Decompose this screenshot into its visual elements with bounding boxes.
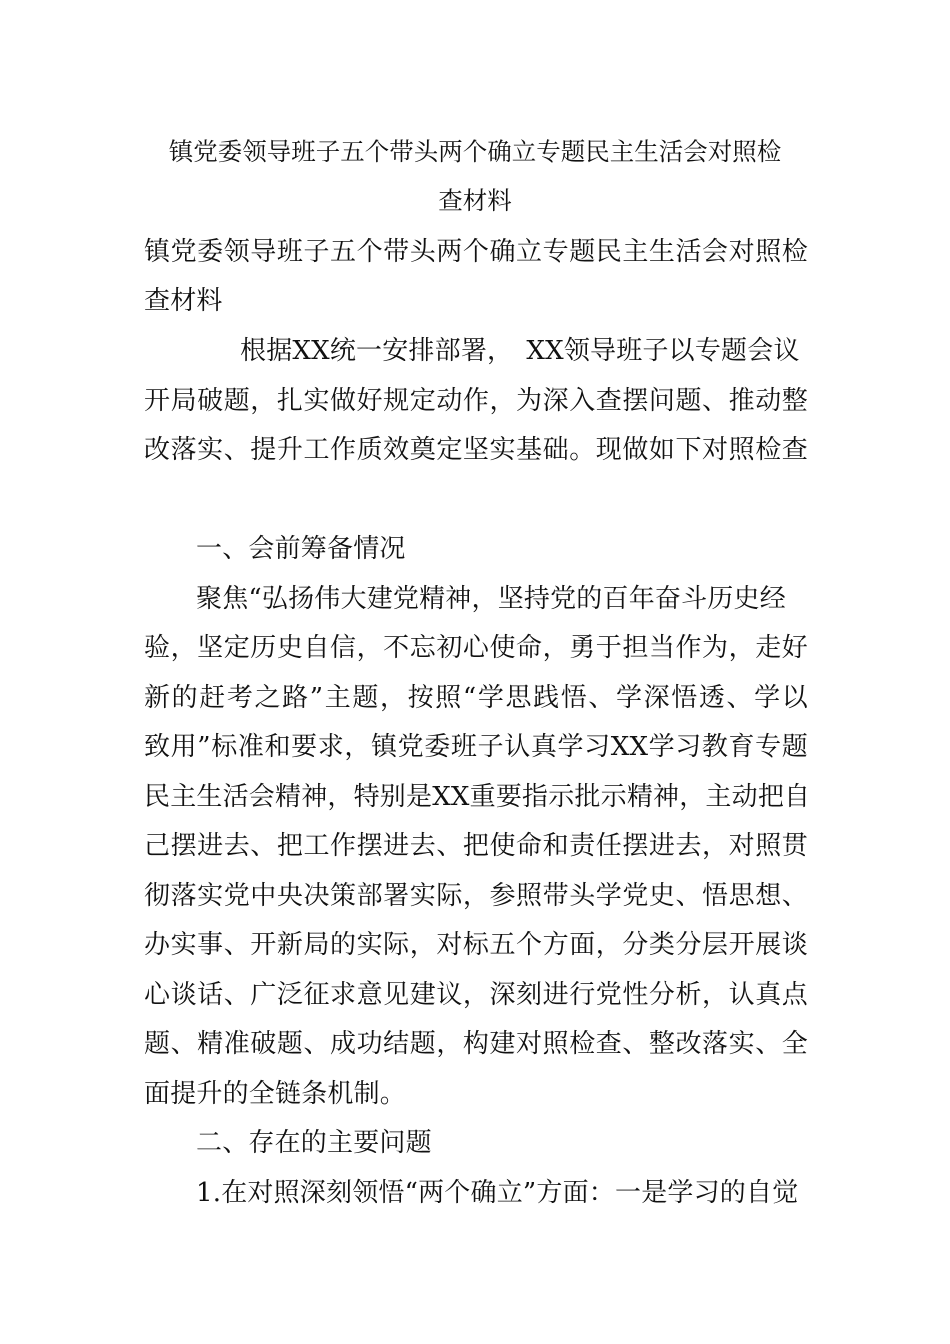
- section1-line-11: 面提升的全链条机制。: [144, 1079, 407, 1109]
- section1-line-2: 验，坚定历史自信，不忘初心使命，勇于担当作为，走好: [144, 633, 808, 663]
- section1-line-9: 心谈话、广泛征求意见建议，深刻进行党性分析，认真点: [144, 980, 808, 1010]
- document-title-line-1: 镇党委领导班子五个带头两个确立专题民主生活会对照检: [168, 137, 782, 166]
- section2-heading: 二、存在的主要问题: [196, 1128, 432, 1158]
- section1-heading: 一、会前筹备情况: [196, 534, 406, 564]
- section1-line-8: 办实事、开新局的实际，对标五个方面，分类分层开展谈: [144, 930, 808, 960]
- section1-line-1: 聚焦“弘扬伟大建党精神，坚持党的百年奋斗历史经: [196, 584, 786, 614]
- section1-line-3: 新的赶考之路”主题，按照“学思践悟、学深悟透、学以: [144, 683, 808, 713]
- section1-line-10: 题、精准破题、成功结题，构建对照检查、整改落实、全: [144, 1029, 808, 1059]
- document-title-line-2: 查材料: [438, 186, 512, 215]
- section1-line-6: 己摆进去、把工作摆进去、把使命和责任摆进去，对照贯: [144, 831, 808, 861]
- subtitle-line-2: 查材料: [144, 286, 223, 316]
- section1-line-5: 民主生活会精神，特别是XX重要指示批示精神，主动把自: [144, 782, 811, 812]
- intro-line-1: 根据XX统一安排部署， XX领导班子以专题会议: [240, 336, 800, 366]
- intro-line-2: 开局破题，扎实做好规定动作，为深入查摆问题、推动整: [144, 386, 808, 416]
- section1-line-7: 彻落实党中央决策部署实际，参照带头学党史、悟思想、: [144, 881, 808, 911]
- section2-line-1: 1.在对照深刻领悟“两个确立”方面：一是学习的自觉: [196, 1178, 799, 1208]
- section1-line-4: 致用”标准和要求，镇党委班子认真学习XX学习教育专题: [144, 732, 808, 762]
- intro-line-3: 改落实、提升工作质效奠定坚实基础。现做如下对照检查: [144, 435, 808, 465]
- subtitle-line-1: 镇党委领导班子五个带头两个确立专题民主生活会对照检: [144, 237, 808, 267]
